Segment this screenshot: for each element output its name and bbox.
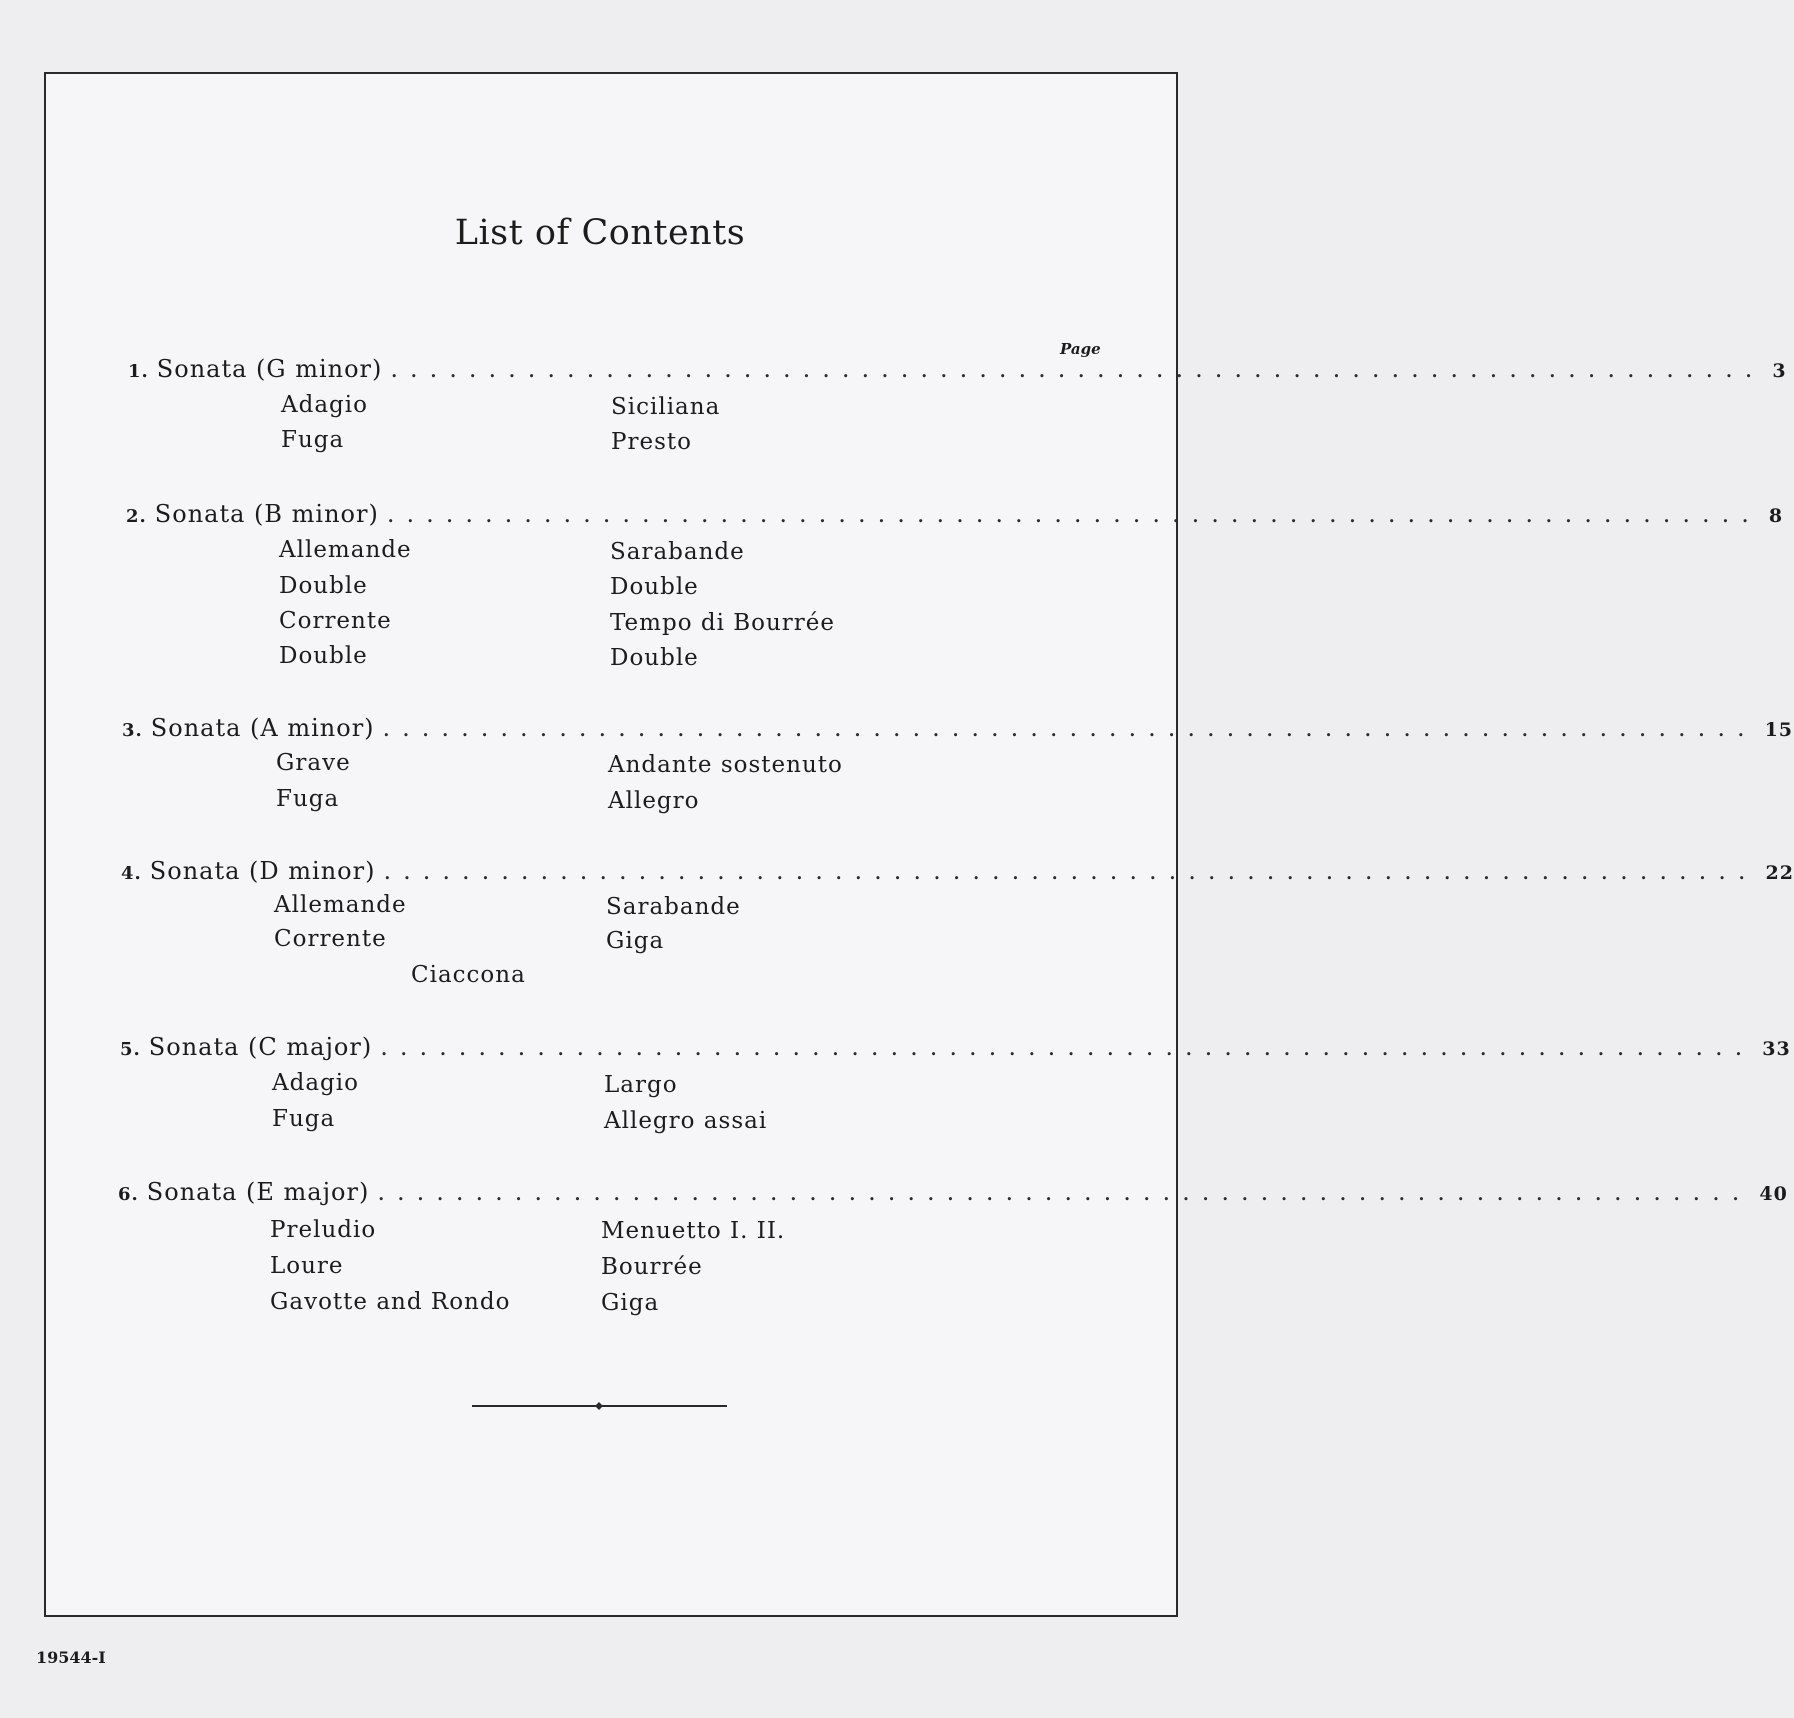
sonata-page-number: 3 bbox=[1772, 360, 1787, 382]
movement: Fuga bbox=[276, 786, 340, 812]
dot-leader: ...................................................................... bbox=[380, 1033, 1755, 1061]
page-column-header: Page bbox=[1060, 340, 1101, 358]
sonata-entry-3[interactable] bbox=[122, 714, 1794, 742]
movement: Corrente bbox=[274, 926, 387, 952]
movement: Siciliana bbox=[611, 394, 721, 420]
movement: Grave bbox=[276, 750, 351, 776]
movement: Sarabande bbox=[606, 894, 741, 920]
movement: Andante sostenuto bbox=[608, 752, 843, 778]
dot-leader: ...................................................................... bbox=[383, 857, 1758, 885]
dot-leader: ...................................................................... bbox=[390, 355, 1765, 383]
movement: Menuetto I. II. bbox=[601, 1218, 786, 1244]
sonata-page-number: 33 bbox=[1762, 1038, 1791, 1060]
movement: Double bbox=[610, 574, 699, 600]
movement: Corrente bbox=[279, 608, 392, 634]
sonata-number: 1. bbox=[128, 361, 149, 382]
movement: Allegro bbox=[608, 788, 700, 814]
sonata-title: Sonata (E major) bbox=[146, 1178, 370, 1206]
sonata-title: Sonata (B minor) bbox=[154, 500, 379, 528]
sonata-entry-4[interactable] bbox=[121, 857, 1794, 885]
sonata-page-number: 40 bbox=[1759, 1183, 1788, 1205]
movement: Giga bbox=[601, 1290, 660, 1316]
movement: Giga bbox=[606, 928, 665, 954]
dot-leader: ...................................................................... bbox=[386, 500, 1761, 528]
sonata-number: 2. bbox=[126, 506, 147, 527]
movement: Allegro assai bbox=[604, 1108, 768, 1134]
movement: Loure bbox=[270, 1253, 344, 1279]
movement: Fuga bbox=[281, 427, 345, 453]
sonata-number: 6. bbox=[118, 1184, 139, 1205]
dot-leader: ...................................................................... bbox=[377, 1178, 1752, 1206]
movement: Preludio bbox=[270, 1217, 377, 1243]
movement: Allemande bbox=[274, 892, 407, 918]
sonata-title: Sonata (A minor) bbox=[150, 714, 375, 742]
movement: Bourrée bbox=[601, 1254, 703, 1280]
sonata-page-number: 15 bbox=[1764, 719, 1794, 741]
movement: Double bbox=[610, 645, 699, 671]
page-title: List of Contents bbox=[454, 213, 746, 253]
sonata-page-number: 22 bbox=[1765, 862, 1794, 884]
page-frame bbox=[44, 72, 1178, 1617]
sonata-page-number: 8 bbox=[1768, 505, 1784, 527]
movement: Allemande bbox=[279, 537, 412, 563]
movement: Double bbox=[279, 643, 368, 669]
sonata-entry-6[interactable] bbox=[118, 1178, 1788, 1206]
sonata-entry-2[interactable] bbox=[126, 500, 1784, 528]
catalog-number: 19544-I bbox=[36, 1648, 106, 1667]
sonata-entry-5[interactable] bbox=[120, 1033, 1791, 1061]
movement: Tempo di Bourrée bbox=[610, 610, 836, 636]
sonata-title: Sonata (D minor) bbox=[149, 857, 376, 885]
movement: Adagio bbox=[281, 392, 368, 418]
sonata-entry-1[interactable] bbox=[128, 355, 1787, 383]
dot-leader: ...................................................................... bbox=[382, 714, 1757, 742]
sonata-number: 3. bbox=[122, 720, 143, 741]
sonata-title: Sonata (C major) bbox=[148, 1033, 373, 1061]
sonata-number: 5. bbox=[120, 1039, 141, 1060]
movement-centered: Ciaccona bbox=[411, 962, 526, 988]
sonata-title: Sonata (G minor) bbox=[156, 355, 383, 383]
movement: Adagio bbox=[272, 1070, 359, 1096]
sonata-number: 4. bbox=[121, 863, 142, 884]
movement: Sarabande bbox=[610, 539, 745, 565]
movement: Presto bbox=[611, 429, 692, 455]
movement: Double bbox=[279, 573, 368, 599]
movement: Gavotte and Rondo bbox=[270, 1289, 511, 1315]
movement: Fuga bbox=[272, 1106, 336, 1132]
ornament-divider bbox=[472, 1400, 727, 1412]
movement: Largo bbox=[604, 1072, 678, 1098]
